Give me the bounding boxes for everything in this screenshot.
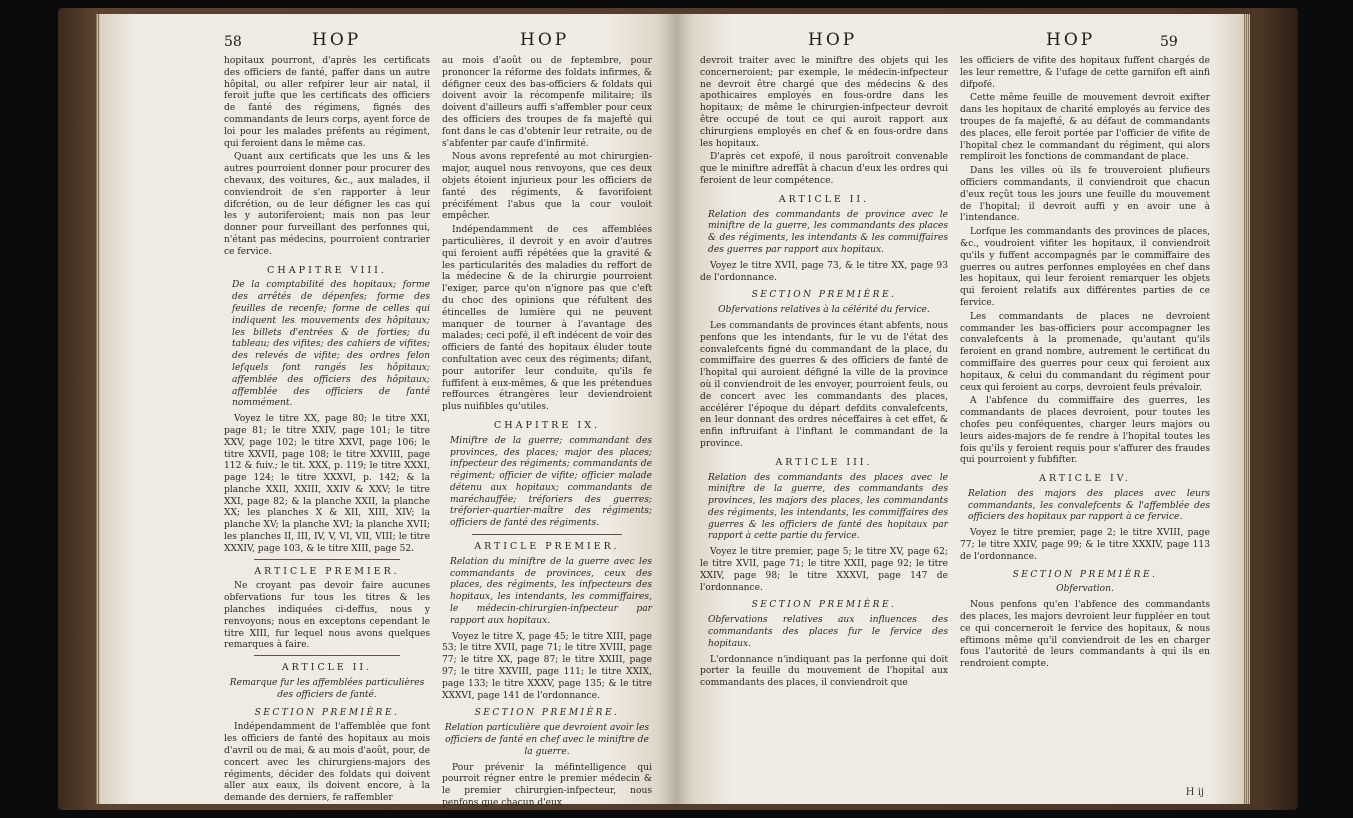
chapter-summary: De la comptabilité des hopitaux; forme des arrêtés de dépenfes; forme des feuilles de recenfe; forme de celles qui indiquent les mouvements des hôpitaux; les billets d'entrées & de forties; du tableau; des vifites; des cahiers de vifites; des relevés de vifite; des ordres felon lefquels font rangés les hôpitaux; affemblée des officiers des hôpitaux; affemblée des officiers de fanté nommément.	[232, 280, 430, 409]
paragraph: Les commandants de places ne devroient commander les bas-officiers pour accompagner les convalefcents à la promenade, qu'autant qu'ils feroient en grand nombre, autrement le certificat du commiffaire des guerres pour ceux qui feroient aux hopitaux, & celui du commandant du régiment pour ceux qui feroient au corps, devroient feuls prévaloir.	[960, 311, 1210, 393]
paragraph: au mois d'août ou de feptembre, pour prononcer la réforme des foldats infirmes, & défigner ceux des bas-officiers & foldats qui doivent avoir la récompenfe militaire; ils doivent d'ailleurs auffi s'affembler pour ceux des officiers des troupes de fa majefté qui font dans le cas d'obtenir leur retraite, ou de s'abfenter par caufe d'infirmité.	[442, 56, 652, 149]
article-heading: ARTICLE IV.	[1039, 473, 1131, 485]
left-running-head: HOP	[312, 30, 362, 50]
article-heading: ARTICLE PREMIER.	[474, 541, 620, 553]
paragraph: Indépendamment de ces affemblées particulières, il devroit y en avoir d'autres qui feroient auffi répétées que la gravité & les particularités des maladies du reffort de la médecine & de la chirurgie pourroient l'exiger, parce qu'on n'ignore pas que c'eft du choc des opinions que réfultent des étincelles de lumière qui ne peuvent manquer de tourner à l'avantage des malades; ceci pofé, il eft indécent de voir des officiers de fanté des hopitaux éluder toute confultation avec ceux des régiments; difant, pour autorifer leur conduite, qu'ils fe fuffifent à eux-mêmes, & que les prétendues reffources étrangères leur deviendroient plus nuifibles qu'utiles.	[442, 225, 652, 413]
right-page	[676, 14, 1244, 804]
article-heading: ARTICLE III.	[775, 456, 873, 468]
left-page-number: 58	[224, 34, 242, 50]
signature-mark: H ij	[1185, 787, 1204, 798]
divider	[254, 655, 400, 656]
paragraph: Nous avons reprefenté au mot chirurgien-major, auquel nous renvoyons, que ces deux objets étoient injurieux pour les officiers de fanté des régiments, & favorifoient précifément l'abus que la cour vouloit empêcher.	[442, 152, 652, 222]
relation-title: Relation des commandants de province avec le miniftre de la guerre, les commandants des places & des régiments, les intendants & les commiffaires des guerres par rapport aux hopitaux.	[708, 209, 948, 255]
section-heading: SECTION PREMIÈRE.	[751, 290, 897, 301]
chapter-heading: CHAPITRE VIII.	[267, 264, 387, 276]
right-page-edge	[1244, 14, 1250, 804]
paragraph: les officiers de vifite des hopitaux fuffent chargés de les leur remettre, & l'ufage de cette garnifon eft ainfi difpofé.	[960, 56, 1210, 90]
paragraph: Nous penfons qu'en l'abfence des commandants des places, les majors devroient leur fuppléer en tout ce qui concerneroit le fervice des hopitaux, & nous eftimons même qu'il conviendroit de les en charger fous l'autorité de leurs commandants à qui ils en rendroient compte.	[960, 600, 1210, 670]
paragraph: A l'abfence du commiffaire des guerres, les commandants de places devroient, pour toutes les chofes peu conféquentes, charger leurs majors ou leurs aides-majors de fe rendre à l'hopital toutes les fois qu'ils y feroient requis pour s'affurer des fraudes qui pourroient y fubfifter.	[960, 396, 1210, 466]
reference-paragraph: Voyez le titre premier, page 5; le titre XV, page 62; le titre XVII, page 71; le titre XXII, page 92; le titre XXIV, page 98; le titre XXXVI, page 147 de l'ordonnance.	[700, 547, 948, 593]
left-col2-running-head: HOP	[520, 30, 570, 50]
relation-title: Relation des commandants des places avec le miniftre de la guerre, des commandants des provinces, les majors des places, les commandants des régiments, les intendants, les commiffaires des guerres & les officiers de fanté des hopitaux par rapport à cette partie du fervice.	[708, 472, 948, 542]
reference-paragraph: Voyez le titre premier, page 2; le titre XVIII, page 77; le titre XXIV, page 99; & le titre XXXIV, page 113 de l'ordonnance.	[960, 528, 1210, 562]
paragraph: Indépendamment de l'affemblée que font les officiers de fanté des hopitaux au mois d'avril ou de mai, & au mois d'août, pour, de concert avec les chirurgiens-majors des régiments, décider des foldats qui doivent aller aux eaux, ils doivent encore, à la demande des derniers, fe raffembler	[224, 722, 430, 804]
section-heading: SECTION PREMIÈRE.	[474, 708, 620, 719]
section-heading: SECTION PREMIÈRE.	[1012, 569, 1158, 580]
right-col2-running-head: HOP	[1046, 30, 1096, 50]
article-heading: ARTICLE II.	[281, 662, 373, 674]
left-column-2	[442, 56, 652, 809]
paragraph: Quant aux certificats que les uns & les autres pourroient donner pour procurer des chevaux, des voitures, &c., aux malades, il conviendroit de s'en rapporter à leur difcrétion, ou de leur défigner les cas qui les y autoriferoient; mais non pas leur donner pour furveillant des perfonnes qui, n'étant pas médecins, pourroient contrarier ce fervice.	[224, 152, 430, 257]
right-running-head: HOP	[808, 30, 858, 50]
remark-title: Remarque fur les affemblées particulières des officiers de fanté.	[229, 678, 425, 700]
left-column-1	[224, 56, 430, 804]
observation-title: Obfervations relatives à la célérité du fervice.	[718, 305, 930, 316]
paragraph: Ne croyant pas devoir faire aucunes obfervations fur tous les titres & les planches indiquées ci-deffus, nous y renvoyons; nous en exceptons cependant le titre XIII, fur lequel nous avons quelques remarques à faire.	[224, 581, 430, 651]
right-column-2	[960, 56, 1210, 792]
paragraph: Cette même feuille de mouvement devroit exifter dans les hopitaux de charité employés au fervice des troupes de fa majefté, & au défaut de commandants des places, elle feroit portée par l'officier de vifite de l'hopital chez le commandant du régiment, qui alors rempliroit les fonctions de commandant de place.	[960, 93, 1210, 163]
reference-paragraph: Voyez le titre XVII, page 73, & le titre XX, page 93 de l'ordonnance.	[700, 260, 948, 283]
right-page-number: 59	[1160, 34, 1178, 50]
paragraph: Pour prévenir la méfintelligence qui pourroit régner entre le premier médecin & le premier chirurgien-infpecteur, nous penfons que chacun d'eux	[442, 762, 652, 809]
chapter-heading: CHAPITRE IX.	[493, 419, 601, 431]
chapter-summary: Miniftre de la guerre; commandant des provinces, des places; major des places; infpecteur des régiments; commandants de régiment; officier de vifite; officier malade détenu aux hopitaux; commandants de maréchauffée; tréforiers des guerres; tréforier-quartier-maître des régiments; officiers de fanté des régiments.	[450, 435, 652, 529]
paragraph: hopitaux pourront, d'après les certificats des officiers de fanté, paffer dans un autre hôpital, ou aller refpirer leur air natal, il feroit jufte que les certificats des officiers de fanté des régimens, fignés des commandants de leurs corps, ayent force de loi pour les malades préfents au régiment, qui feroient dans le même cas.	[224, 56, 430, 149]
reference-paragraph: Voyez le titre XX, page 80; le titre XXI, page 81; le titre XXIV, page 101; le titre XXV, page 102; le titre XXVI, page 106; le titre XXVII, page 108; le titre XXVIII, page 112 & fuiv.; le tit. XXX, p. 119; le titre XXXI, page 124; le titre XXXVI, p. 142; & la planche XXII, XXIII, XXIV & XXV; le titre XXI, page 82; & la planche XXII, la planche XX; les planches X & XII, XIII, XIV; la planche XV; la planche XVI; la planche XVII; les planches II, III, IV, V, VI, VII, VIII; le titre XXXIV, page 103, & le titre XIII, page 52.	[224, 414, 430, 554]
paragraph: D'après cet expofé, il nous paroîtroit convenable que le miniftre adreffât à chacun d'eux les ordres qui feroient de leur compétence.	[700, 152, 948, 186]
article-heading: ARTICLE PREMIER.	[254, 565, 400, 577]
paragraph: L'ordonnance n'indiquant pas la perfonne qui doit porter la feuille du mouvement de l'hopital aux commandants des places, il conviendroit que	[700, 654, 948, 689]
divider	[472, 534, 622, 535]
relation-title: Relation des majors des places avec leurs commandants, les convalefcents & l'affemblée des officiers des hopitaux par rapport à ce fervice.	[968, 488, 1210, 523]
observation-title: Obfervations relatives aux influences des commandants des places fur le fervice des hopitaux.	[708, 615, 948, 649]
paragraph: Lorfque les commandants des provinces de places, &c., voudroient vifiter les hopitaux, il conviendroit qu'ils y fuffent accompagnés par le commiffaire des guerres ou autres perfonnes employées en chef dans les hopitaux, qui leur feroient remarquer les objets qui feroient relatifs aux différentes parties de ce fervice.	[960, 227, 1210, 308]
relation-title: Relation particulière que devroient avoir les officiers de fanté en chef avec le miniftre de la guerre.	[444, 723, 650, 757]
paragraph: Dans les villes où ils fe trouveroient plufieurs officiers commandants, il conviendroit que chacun d'eux reçût tous les jours une feuille du mouvement de l'hopital; il devroit auffi y en avoir une à l'intendance.	[960, 166, 1210, 224]
right-column-1	[700, 56, 948, 792]
article-heading: ARTICLE II.	[778, 193, 870, 205]
left-page	[100, 14, 676, 809]
divider	[254, 559, 400, 560]
relation-title: Relation du miniftre de la guerre avec les commandants de provinces, ceux des places, des régiments, les infpecteurs des hopitaux, les intendants, les commiffaires, le médecin-chirurgien-infpecteur par rapport aux hopitaux.	[450, 556, 652, 626]
paragraph: devroit traiter avec le miniftre des objets qui les concerneroient; par exemple, le médecin-infpecteur ne devroit être chargé que des médecins & des apothicaires employés en fous-ordre dans les hopitaux; de même le chirurgien-infpecteur devroit être occupé de tout ce qui auroit rapport aux chirurgiens employés en chef & en fous-ordre dans les hopitaux.	[700, 56, 948, 149]
reference-paragraph: Voyez le titre X, page 45; le titre XIII, page 53; le titre XVII, page 71; le titre XVIII, page 77; le titre XX, page 87; le titre XXIII, page 97; le titre XXVIII, page 111; le titre XXIX, page 133; le titre XXXV, page 135; & le titre XXXVI, page 141 de l'ordonnance.	[442, 631, 652, 701]
observation-title: Obfervation.	[1056, 584, 1114, 595]
section-heading: SECTION PREMIÈRE.	[751, 600, 897, 611]
paragraph: Les commandants de provinces étant abfents, nous penfons que les intendants, fur le vu de l'état des convalefcents figné du commandant de la place, du commiffaire des guerres & des officiers de fanté de l'hopital qui auroient défigné la ville de la province où il conviendroit de les envoyer, pourroient feuls, ou de concert avec les commandants des places, accélérer l'époque du départ defdits convalefcents, en leur donnant des ordres néceffaires à cet effet, & enfin inftruifant à l'inftant le commandant de la province.	[700, 320, 948, 449]
section-heading: SECTION PREMIÈRE.	[254, 707, 400, 718]
